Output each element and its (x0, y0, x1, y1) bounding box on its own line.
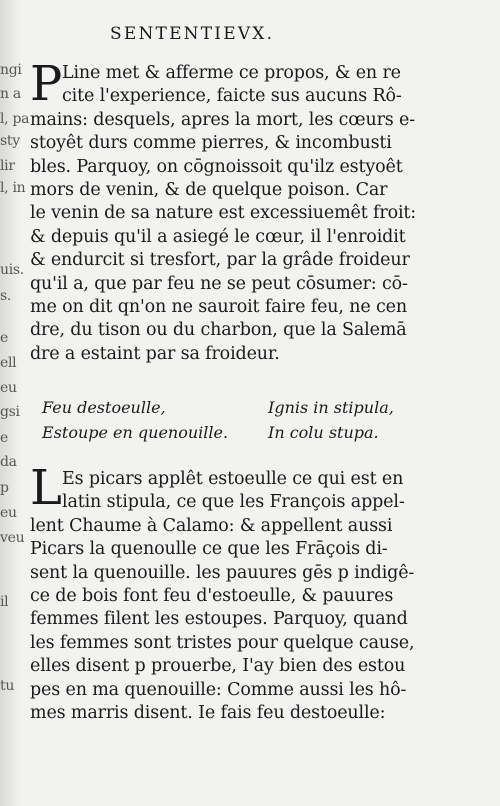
text-line: stoyêt durs comme pierres, & incombusti (30, 133, 392, 154)
text-line: bles. Parquoy, on cōgnoissoit qu'ilz estyoêt (30, 156, 403, 177)
drop-cap: L (30, 460, 62, 516)
bleed-fragment: e (0, 330, 8, 346)
bleed-fragment: ell (0, 355, 17, 371)
text-line: dre a estaint par sa froideur. (30, 343, 280, 364)
text-line: Es picars applêt estoeulle ce qui est en (62, 469, 404, 489)
bleed-fragment: lir (0, 158, 15, 174)
text-line: Line met & afferme ce propos, & en re (62, 63, 401, 83)
text-line: cite l'experience, faicte sus aucuns Rô- (62, 86, 402, 107)
text-line: Picars la quenoulle ce que les Frāçois di- (30, 539, 388, 560)
paragraph-2 (30, 460, 430, 725)
bleed-fragment: p (0, 480, 9, 496)
bleed-fragment: e (0, 430, 8, 446)
drop-cap: P (30, 56, 63, 112)
bleed-fragment: s. (0, 288, 12, 304)
running-header: SENTENTIEVX. (110, 24, 275, 44)
text-line: dre, du tison ou du charbon, que la Salemā (30, 320, 407, 341)
verse-french-1: Feu destoeulle, (42, 398, 166, 417)
text-line: les femmes sont tristes pour quelque cause, (30, 632, 415, 653)
text-line: ce de bois font feu d'estoeulle, & pauures (30, 585, 394, 606)
verse-latin-1: Ignis in stipula, (268, 398, 394, 417)
text-line: elles disent p prouerbe, I'ay bien des estou (30, 656, 406, 677)
text-line: le venin de sa nature est excessiuemêt froit: (30, 203, 417, 224)
bleed-fragment: sty (0, 133, 20, 149)
text-line: & depuis qu'il a asiegé le cœur, il l'enroidit (30, 226, 406, 247)
text-line: femmes filent les estoupes. Parquoy, quand (30, 609, 408, 630)
bleed-fragment: da (0, 454, 17, 470)
paragraph-1 (30, 56, 430, 366)
verse-latin-2: In colu stupa. (268, 423, 379, 442)
bleed-fragment: gsi (0, 404, 20, 420)
text-line: sent la quenouille. les pauures gēs p indigê- (30, 562, 415, 583)
bleed-fragment: n a (0, 86, 21, 102)
bleed-fragment: eu (0, 380, 17, 396)
text-line: pes en ma quenouille: Comme aussi les hô- (30, 679, 407, 700)
verse-french-2: Estoupe en quenouille. (42, 423, 229, 442)
text-line: qu'il a, que par feu ne se peut cōsumer: cō- (30, 273, 408, 294)
bleed-fragment: l, in (0, 180, 26, 196)
text-line: mes marris disent. Ie fais feu destoeulle: (30, 702, 386, 723)
text-line: & endurcit si tresfort, par la grâde froideur (30, 250, 410, 271)
bleed-fragment: ngi (0, 62, 22, 78)
text-line: lent Chaume à Calamo: & appellent aussi (30, 515, 393, 536)
bleed-fragment: l, pa (0, 111, 30, 127)
bleed-fragment: il (0, 594, 9, 610)
text-line: me on dit qn'on ne sauroit faire feu, ne cen (30, 296, 407, 317)
text-line: mors de venin, & de quelque poison. Car (30, 179, 388, 200)
bleed-fragment: uis. (0, 262, 24, 278)
text-line: mains: desquels, apres la mort, les cœurs e- (30, 109, 416, 130)
bleed-fragment: veu (0, 530, 25, 546)
bleed-fragment: tu (0, 678, 15, 694)
text-line: latin stipula, ce que les François appel- (62, 492, 405, 513)
bleed-fragment: eu (0, 505, 17, 521)
